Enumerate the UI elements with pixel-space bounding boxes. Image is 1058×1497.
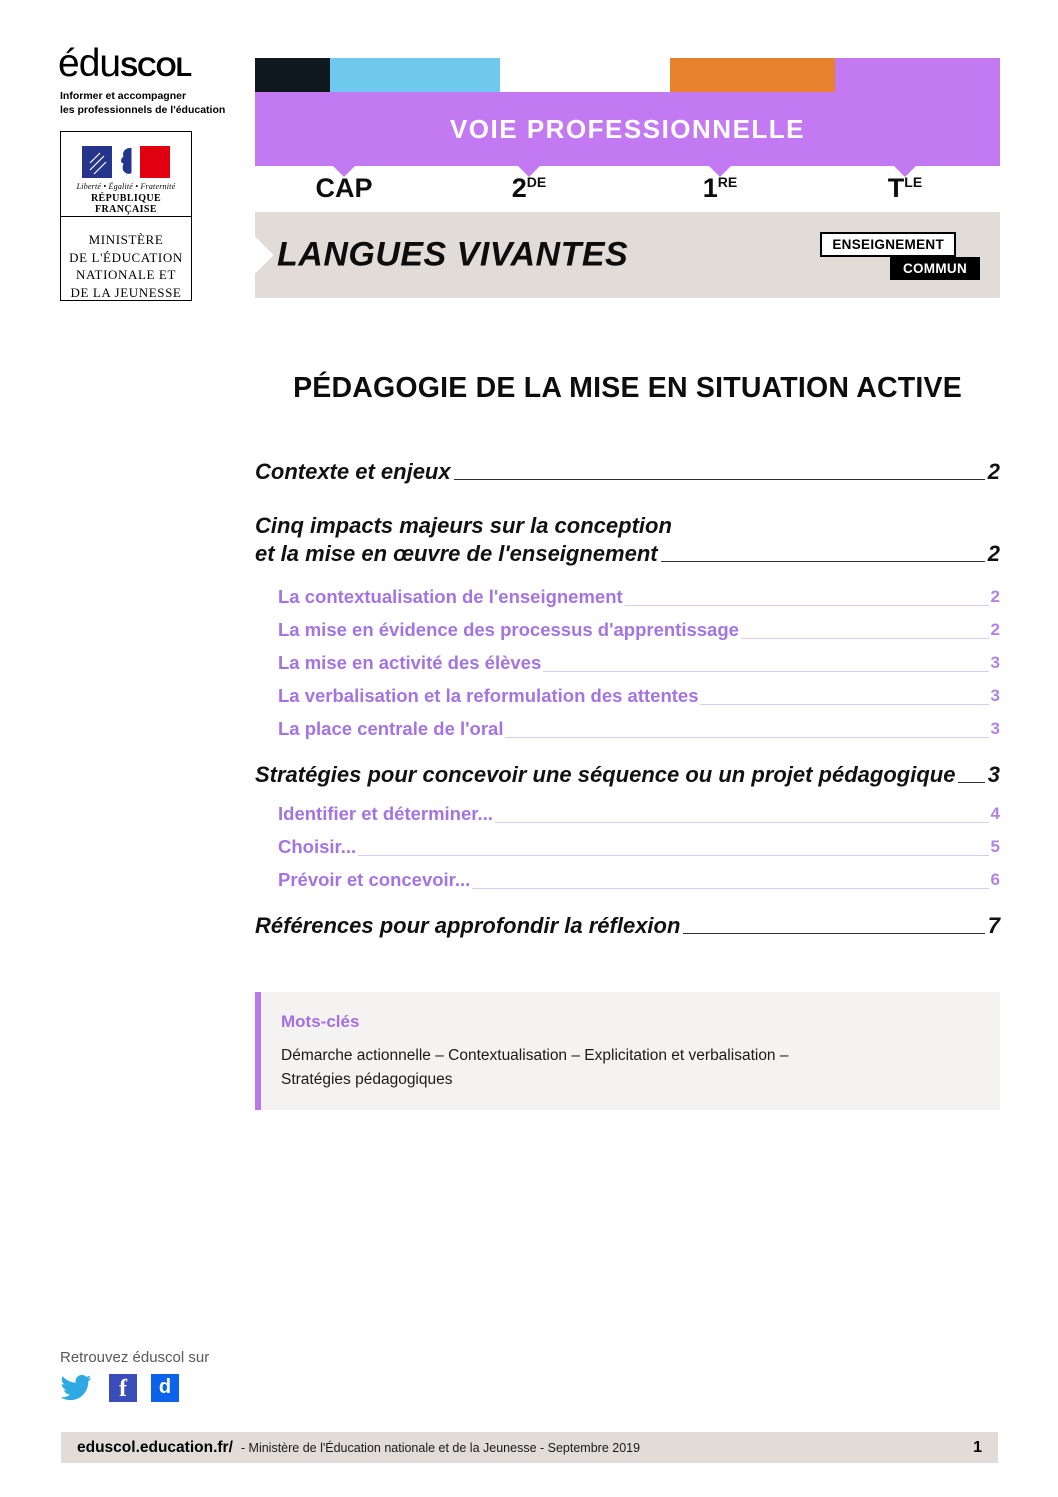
toc-page-number: 3 — [990, 719, 1000, 738]
toc-entry-contexte[interactable]: Contexte et enjeux 2 — [255, 459, 1000, 484]
toc-entry-references[interactable]: Références pour approfondir la réflexion 7 — [255, 913, 1000, 938]
subject-banner — [255, 212, 1000, 298]
banner-title: VOIE PROFESSIONNELLE — [449, 113, 806, 144]
toc-leader-line — [661, 561, 985, 562]
keywords-line1: Démarche actionnelle – Contextualisation – Explicitation et verbalisation – — [281, 1047, 789, 1064]
toc-page-number: 2 — [990, 587, 1000, 606]
toc-leader-line — [700, 704, 988, 705]
toc-leader-line — [358, 855, 988, 856]
ministry-line: NATIONALE ET — [76, 267, 176, 283]
toc-leader-line — [505, 737, 988, 738]
strip-segment-white — [500, 58, 670, 92]
level-cap: CAP — [315, 173, 373, 203]
toc-leader-line — [683, 933, 984, 934]
toc-page-number: 3 — [990, 653, 1000, 672]
keywords-box — [255, 992, 1000, 1110]
toc-leader-line — [472, 888, 988, 889]
toc-leader-line — [958, 782, 984, 783]
toc-leader-line — [625, 605, 989, 606]
toc-entry-choisir[interactable]: Choisir... 5 — [255, 830, 1000, 863]
toc-entry-mise-en-activite[interactable]: La mise en activité des élèves 3 — [255, 646, 1000, 679]
ministry-name — [61, 217, 191, 301]
toc-page-number: 3 — [987, 762, 1000, 787]
toc-entry-contextualisation[interactable]: La contextualisation de l'enseignement 2 — [255, 580, 1000, 613]
toc-entry-verbalisation[interactable]: La verbalisation et la reformulation des attentes 3 — [255, 679, 1000, 712]
social-icons-row — [57, 1372, 179, 1403]
footer-bar — [61, 1432, 998, 1463]
footer-page-number: 1 — [973, 1438, 982, 1456]
ministry-line: MINISTÈRE — [88, 232, 164, 247]
ministry-line: DE LA JEUNESSE — [70, 284, 182, 300]
toc-page-number: 3 — [990, 686, 1000, 705]
toc-page-number: 4 — [990, 804, 1000, 823]
eduscol-tagline — [60, 90, 225, 117]
strip-segment-orange — [670, 58, 835, 92]
motto-text: Liberté • Égalité • Fraternité — [76, 182, 176, 191]
header-color-strip — [255, 58, 1000, 92]
eduscol-tagline-line1: Informer et accompagner — [60, 90, 187, 102]
toc-entry-identifier[interactable]: Identifier et déterminer... 4 — [255, 797, 1000, 830]
toc-leader-line — [741, 638, 989, 639]
toc-entry-place-oral[interactable]: La place centrale de l'oral 3 — [255, 712, 1000, 745]
social-label: Retrouvez éduscol sur — [60, 1349, 210, 1366]
toc-entry-cinq-impacts-line1[interactable]: Cinq impacts majeurs sur la conception — [255, 513, 672, 538]
level-tle: $T^{LE}$ — [887, 173, 923, 203]
toc-page-number: 7 — [987, 913, 1000, 938]
keywords-line2: Stratégies pédagogiques — [281, 1071, 453, 1089]
toc-page-number: 5 — [990, 837, 1000, 856]
toc-leader-line — [495, 822, 989, 823]
french-flag-marianne-icon — [82, 146, 170, 178]
page-title: PÉDAGOGIE DE LA MISE EN SITUATION ACTIVE — [293, 372, 962, 404]
strip-segment-blue — [330, 58, 500, 92]
toc-page-number: 2 — [987, 459, 1000, 484]
toc-page-number: 2 — [990, 620, 1000, 639]
toc-leader-line — [454, 479, 985, 480]
level-1re: 1RE — [702, 173, 738, 203]
republique-francaise-logo — [61, 132, 191, 217]
footer-site-url[interactable]: eduscol.education.fr/ — [77, 1438, 233, 1456]
ministry-line: DE L'ÉDUCATION — [69, 249, 183, 265]
eduscol-tagline-line2: les professionnels de l'éducation — [60, 103, 226, 116]
toc-entry-mise-en-evidence[interactable]: La mise en évidence des processus d'apprentissage 2 — [255, 613, 1000, 646]
toc-page-number: 2 — [987, 541, 1000, 566]
subject-title: LANGUES VIVANTES — [277, 235, 629, 274]
voie-professionnelle-banner — [255, 92, 1000, 166]
toc-entry-cinq-impacts-line2[interactable]: et la mise en œuvre de l'enseignement 2 — [255, 541, 1000, 566]
keywords-heading: Mots-clés — [281, 1012, 360, 1031]
republique-francaise-text: RÉPUBLIQUE FRANÇAISE — [90, 193, 162, 215]
toc-page-number: 6 — [990, 870, 1000, 889]
toc-leader-line — [543, 671, 988, 672]
ministry-logo-block — [60, 131, 192, 301]
enseignement-badge: ENSEIGNEMENT — [820, 232, 956, 257]
twitter-icon[interactable] — [57, 1372, 95, 1403]
eduscol-logo — [58, 44, 191, 83]
facebook-icon[interactable]: f — [109, 1374, 137, 1402]
eduscol-logo-bold: scol — [120, 42, 192, 85]
dailymotion-icon[interactable]: d — [151, 1374, 179, 1402]
footer-info-text: - Ministère de l'Éducation nationale et de la Jeunesse - Septembre 2019 — [240, 1440, 641, 1455]
eduscol-logo-light: édu — [58, 42, 121, 85]
strip-segment-black — [255, 58, 330, 92]
level-2de: 2DE — [511, 173, 547, 203]
toc-entry-strategies[interactable]: Stratégies pour concevoir une séquence ou un projet pédagogique 3 — [255, 762, 1000, 787]
table-of-contents — [255, 458, 1000, 940]
commun-badge: COMMUN — [890, 257, 980, 280]
strip-segment-purple — [835, 58, 1000, 92]
toc-entry-prevoir[interactable]: Prévoir et concevoir... 6 — [255, 863, 1000, 896]
grade-levels-row — [255, 173, 1000, 209]
